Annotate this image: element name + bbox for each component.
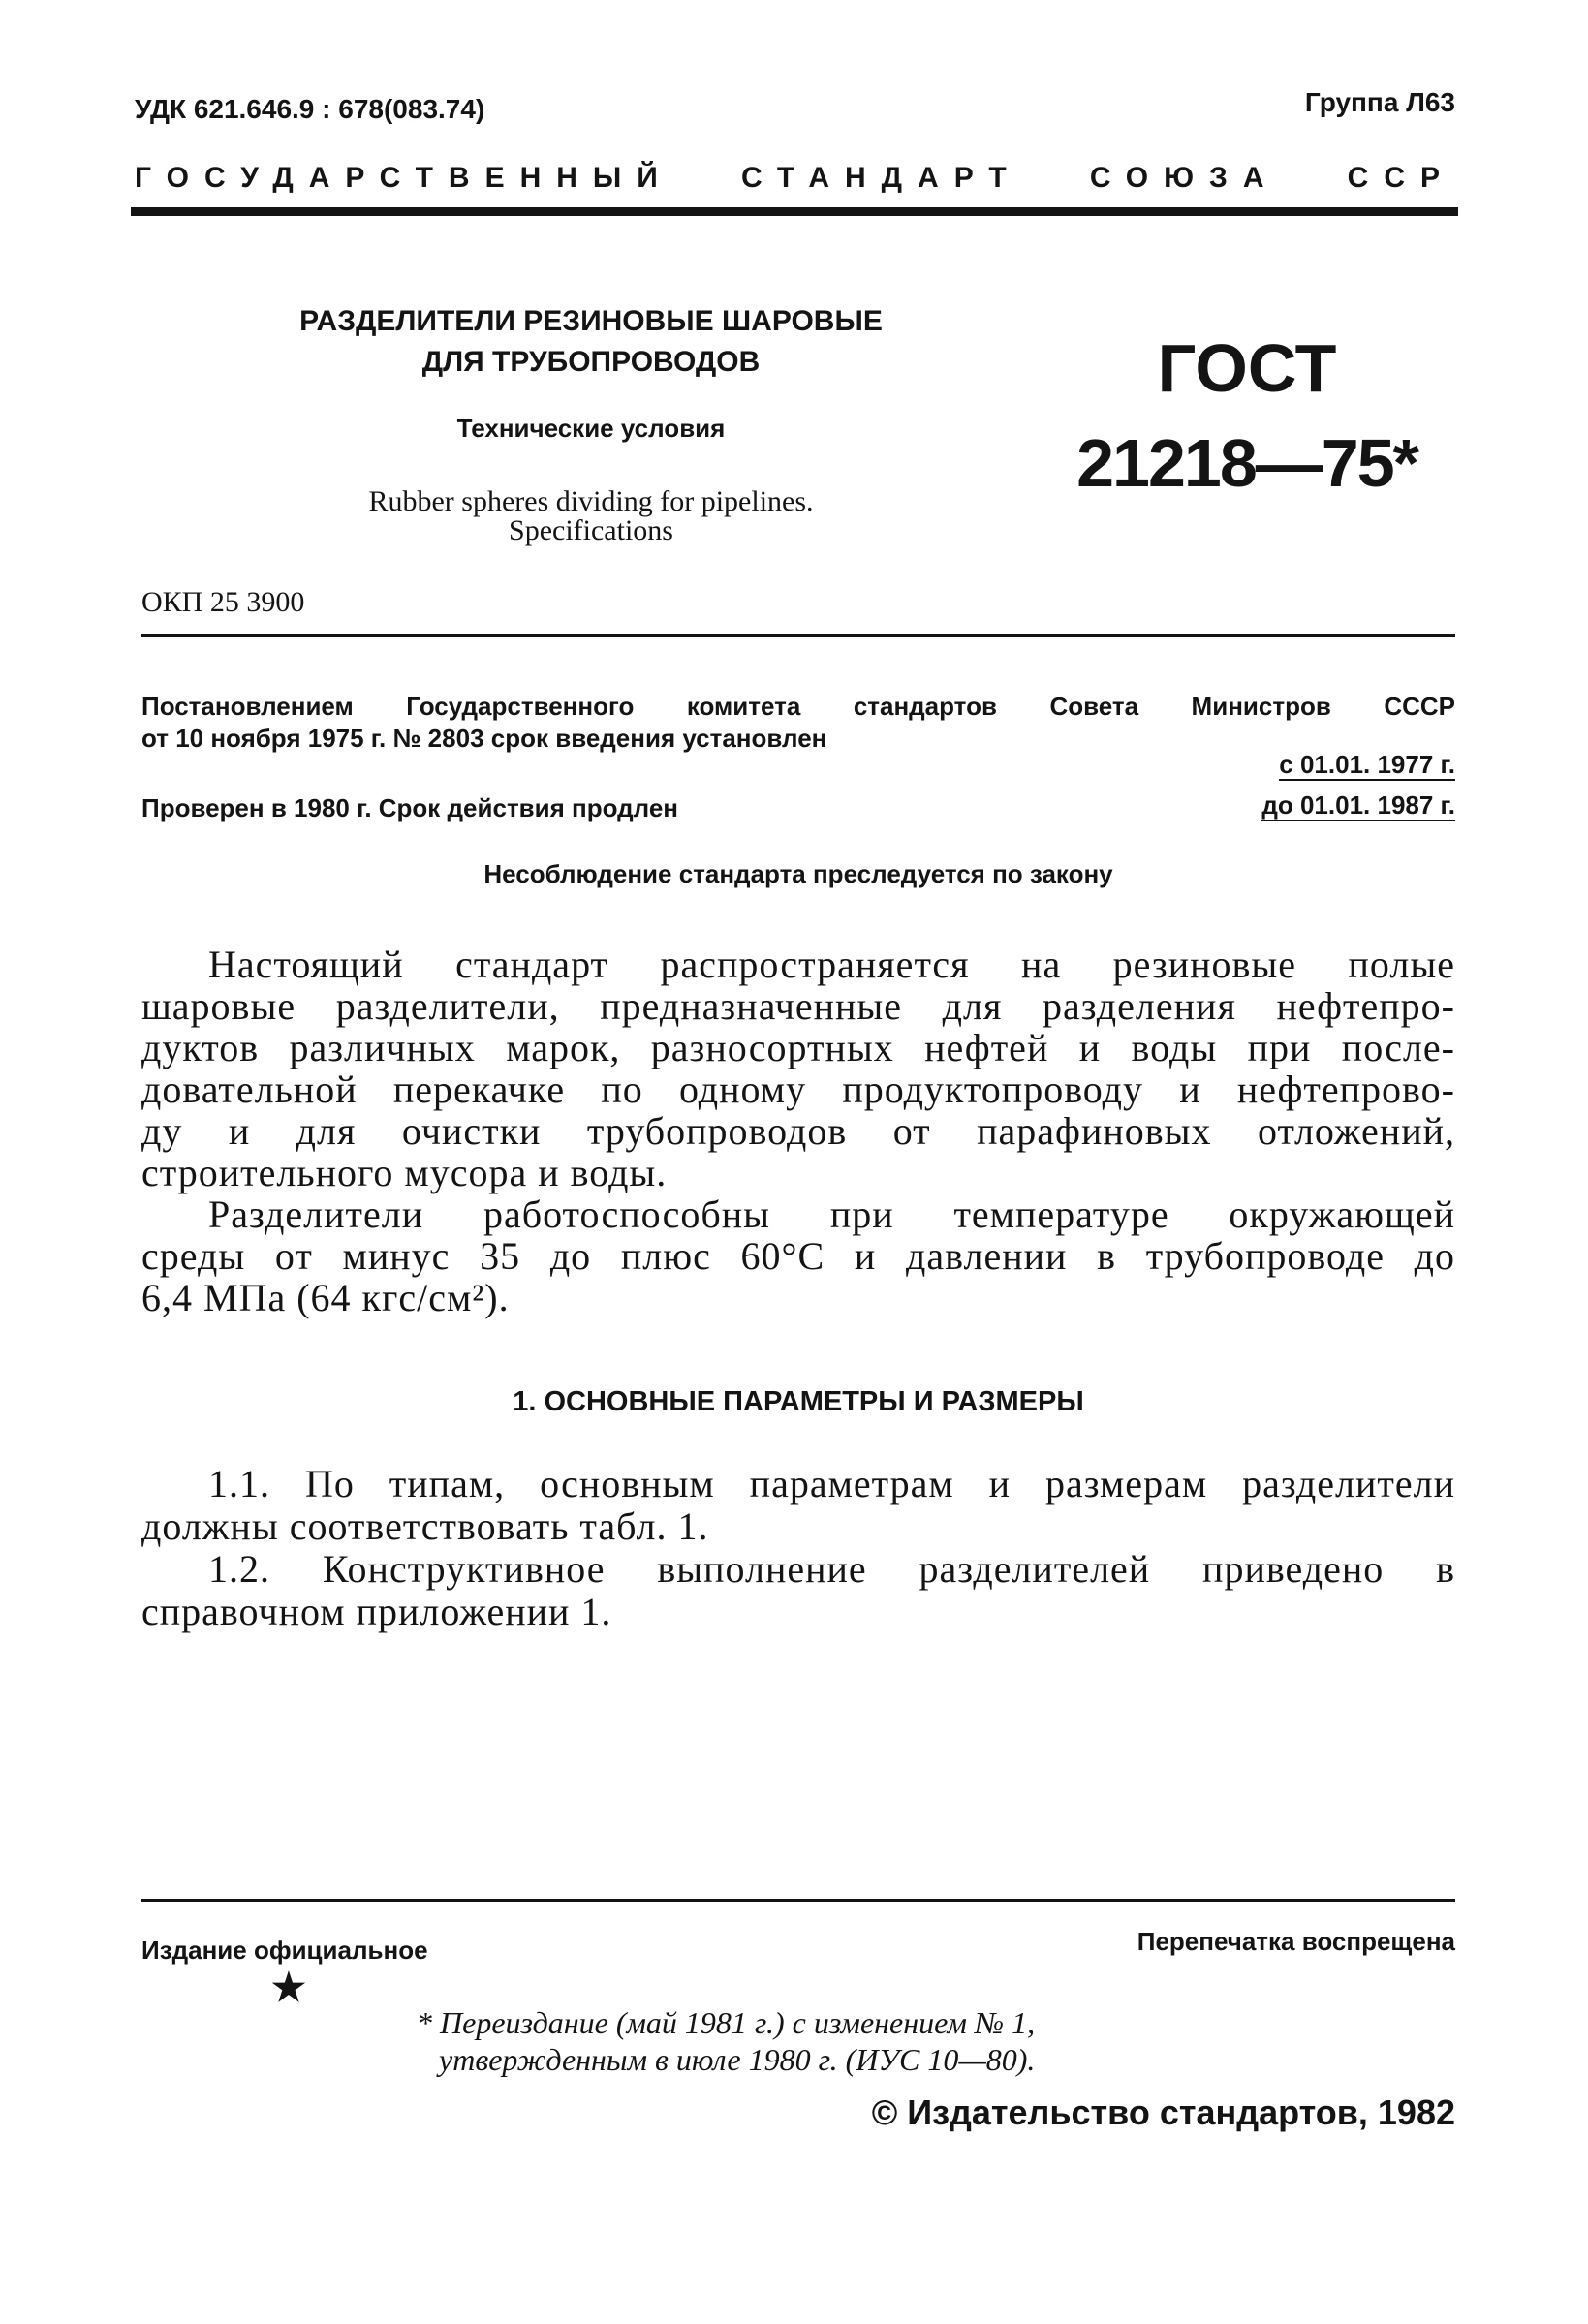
- decree-line-1: Постановлением Государственного комитета стандартов Совета Министров СССР: [141, 692, 1455, 721]
- section-line: 1.2. Конструктивное выполнение разделителей приведено в: [208, 1547, 1455, 1591]
- checked-note: Проверен в 1980 г. Срок действия продлен: [141, 793, 679, 822]
- intro-paragraph: [141, 944, 1455, 1318]
- intro-line: дуктов различных марок, разносортных нефтей и воды при после-: [141, 1026, 1455, 1069]
- english-title: Rubber spheres dividing for pipelines.: [368, 485, 814, 517]
- reissue-note-line-1: * Переиздание (май 1981 г.) с изменением № 1,: [417, 2005, 1036, 2040]
- intro-line: строительного мусора и воды.: [141, 1151, 668, 1194]
- decree-line-2: от 10 ноября 1975 г. № 2803 срок введения установлен: [141, 724, 827, 753]
- reissue-note-line-2: утвержденным в июле 1980 г. (ИУС 10—80).: [439, 2042, 1036, 2077]
- gost-number: 21218—75*: [1076, 425, 1417, 501]
- group-code: Группа Л63: [1304, 87, 1455, 117]
- end-date: до 01.01. 1987 г.: [1261, 790, 1455, 820]
- section-heading: 1. ОСНОВНЫЕ ПАРАМЕТРЫ И РАЗМЕРЫ: [513, 1386, 1084, 1417]
- star-icon: ★: [271, 1967, 306, 2009]
- footer-rule: [141, 1899, 1455, 1902]
- intro-line: шаровые разделители, предназначенные для разделения нефтепро-: [141, 984, 1455, 1028]
- section-rule: [141, 634, 1455, 637]
- title-line-1: РАЗДЕЛИТЕЛИ РЕЗИНОВЫЕ ШАРОВЫЕ: [299, 305, 883, 337]
- intro-line: Разделители работоспособны при температуре окружающей: [208, 1193, 1455, 1236]
- intro-line: 6,4 МПа (64 кгс/см²).: [141, 1276, 510, 1319]
- udc-code: УДК 621.646.9 : 678(083.74): [135, 94, 485, 124]
- header-rule: [131, 207, 1458, 216]
- reprint-notice: Перепечатка воспрещена: [1137, 1927, 1455, 1956]
- section-line: 1.1. По типам, основным параметрам и размерам разделители: [208, 1462, 1455, 1505]
- gost-label: ГОСТ: [1157, 330, 1337, 406]
- section-line: должны соответствовать табл. 1.: [141, 1504, 709, 1548]
- edition-label: Издание официальное: [141, 1936, 428, 1965]
- title-line-2: ДЛЯ ТРУБОПРОВОДОВ: [421, 346, 761, 378]
- section-1-paragraphs: [141, 1463, 1455, 1633]
- section-line: справочном приложении 1.: [141, 1590, 612, 1633]
- intro-line: Настоящий стандарт распространяется на резиновые полые: [208, 943, 1455, 986]
- start-date: с 01.01. 1977 г.: [1279, 750, 1455, 779]
- intro-line: довательной перекачке по одному продуктопроводу и нефтепрово-: [141, 1068, 1455, 1111]
- english-subtitle: Specifications: [509, 514, 673, 546]
- okp-code: ОКП 25 3900: [141, 586, 305, 618]
- state-standard-banner: ГОСУДАРСТВЕННЫЙ СТАНДАРТ СОЮЗА ССР: [135, 162, 1455, 194]
- intro-line: среды от минус 35 до плюс 60°С и давлении в трубопроводе до: [141, 1234, 1455, 1278]
- intro-line: ду и для очистки трубопроводов от парафиновых отложений,: [141, 1109, 1455, 1153]
- subtitle: Технические условия: [456, 414, 726, 443]
- legal-warning: Несоблюдение стандарта преследуется по закону: [483, 859, 1113, 888]
- copyright: © Издательство стандартов, 1982: [871, 2092, 1455, 2132]
